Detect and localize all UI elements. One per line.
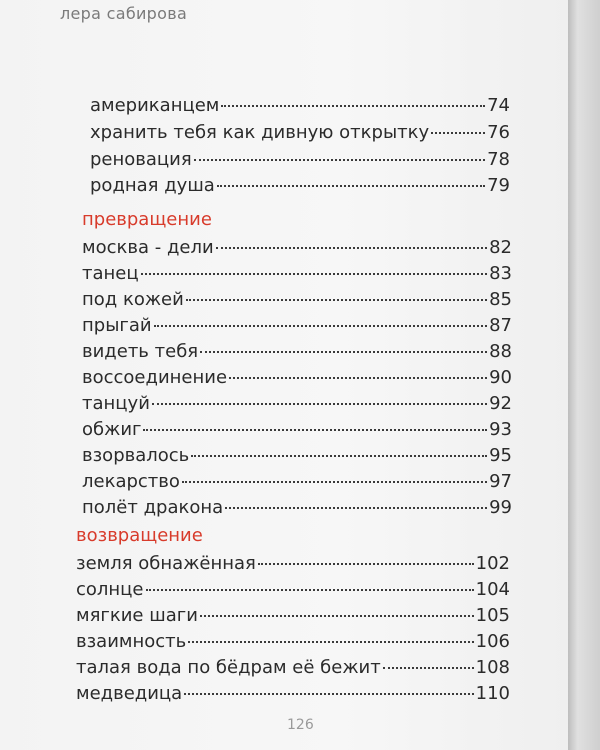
toc-entry bbox=[82, 470, 512, 494]
toc-entry-page: 99 bbox=[489, 497, 512, 518]
toc-entry-title: танец bbox=[82, 263, 139, 284]
dot-leader bbox=[143, 429, 487, 431]
toc-entry bbox=[90, 148, 510, 172]
section-heading: превращение bbox=[82, 209, 212, 230]
dot-leader bbox=[258, 563, 474, 565]
toc-entry-page: 90 bbox=[489, 367, 512, 388]
toc-entry-page: 85 bbox=[489, 289, 512, 310]
toc-entry bbox=[82, 392, 512, 416]
toc-entry bbox=[82, 444, 512, 468]
toc-entry bbox=[90, 174, 510, 198]
toc-entry-page: 87 bbox=[489, 315, 512, 336]
toc-entry-page: 88 bbox=[489, 341, 512, 362]
dot-leader bbox=[229, 377, 487, 379]
toc-entry-title: земля обнажённая bbox=[76, 553, 256, 574]
dot-leader bbox=[383, 667, 474, 669]
toc-entry-title: обжиг bbox=[82, 419, 142, 440]
running-header-author: лера сабирова bbox=[60, 4, 188, 23]
dot-leader bbox=[221, 105, 485, 107]
toc-entry-page: 83 bbox=[489, 263, 512, 284]
dot-leader bbox=[431, 132, 485, 134]
toc-entry bbox=[82, 340, 512, 364]
toc-entry-page: 82 bbox=[489, 237, 512, 258]
toc-entry bbox=[76, 656, 510, 680]
toc-entry bbox=[82, 288, 512, 312]
dot-leader bbox=[182, 481, 487, 483]
page-number: 126 bbox=[287, 717, 314, 733]
toc-entry-page: 92 bbox=[489, 393, 512, 414]
toc-entry bbox=[82, 418, 512, 442]
dot-leader bbox=[141, 273, 487, 275]
toc-entry-title: танцуй bbox=[82, 393, 150, 414]
toc-entry-title: взорвалось bbox=[82, 445, 190, 466]
toc-entry-title: воссоединение bbox=[82, 367, 228, 388]
toc-entry-title: реновация bbox=[90, 149, 192, 170]
dot-leader bbox=[146, 589, 474, 591]
toc-entry-title: взаимность bbox=[76, 631, 187, 652]
toc-entry-page: 102 bbox=[475, 553, 510, 574]
toc-entry-page: 74 bbox=[487, 95, 510, 116]
toc-entry-title: москва - дели bbox=[82, 237, 214, 258]
dot-leader bbox=[186, 299, 487, 301]
dot-leader bbox=[194, 159, 485, 161]
toc-entry-page: 105 bbox=[475, 605, 510, 626]
toc-entry-title: хранить тебя как дивную открытку bbox=[90, 122, 430, 143]
toc-entry-page: 104 bbox=[475, 579, 510, 600]
toc-entry-title: лекарство bbox=[82, 471, 180, 492]
toc-entry-page: 97 bbox=[489, 471, 512, 492]
dot-leader bbox=[200, 351, 487, 353]
toc-entry-title: видеть тебя bbox=[82, 341, 199, 362]
toc-entry-page: 106 bbox=[475, 631, 510, 652]
section-heading: возвращение bbox=[76, 525, 203, 546]
toc-entry-title: прыгай bbox=[82, 315, 152, 336]
toc-entry-title: солнце bbox=[76, 579, 144, 600]
dot-leader bbox=[225, 507, 487, 509]
dot-leader bbox=[191, 455, 487, 457]
toc-entry-page: 110 bbox=[475, 683, 510, 704]
toc-entry-page: 79 bbox=[487, 175, 510, 196]
toc-entry bbox=[82, 262, 512, 286]
toc-entry-page: 93 bbox=[489, 419, 512, 440]
dot-leader bbox=[216, 247, 487, 249]
toc-entry-title: американцем bbox=[90, 95, 220, 116]
dot-leader bbox=[217, 185, 485, 187]
toc-entry bbox=[76, 578, 510, 602]
toc-entry bbox=[82, 314, 512, 338]
toc-entry-title: медведица bbox=[76, 683, 183, 704]
toc-entry-page: 108 bbox=[475, 657, 510, 678]
toc-entry bbox=[76, 552, 510, 576]
toc-entry bbox=[76, 682, 510, 706]
book-page-edge bbox=[568, 0, 600, 750]
toc-entry bbox=[76, 630, 510, 654]
toc-entry bbox=[90, 121, 510, 145]
toc-entry-page: 76 bbox=[487, 122, 510, 143]
toc-entry bbox=[82, 236, 512, 260]
toc-entry-title: под кожей bbox=[82, 289, 184, 310]
toc-entry bbox=[76, 604, 510, 628]
toc-entry-page: 78 bbox=[487, 149, 510, 170]
toc-entry-page: 95 bbox=[489, 445, 512, 466]
toc-entry-title: родная душа bbox=[90, 175, 215, 196]
toc-entry-title: мягкие шаги bbox=[76, 605, 198, 626]
dot-leader bbox=[154, 325, 488, 327]
dot-leader bbox=[184, 693, 473, 695]
toc-entry-title: полёт дракона bbox=[82, 497, 224, 518]
dot-leader bbox=[188, 641, 473, 643]
dot-leader bbox=[152, 403, 487, 405]
toc-entry bbox=[82, 496, 512, 520]
toc-entry bbox=[90, 94, 510, 118]
toc-entry bbox=[82, 366, 512, 390]
toc-entry-title: талая вода по бёдрам её бежит bbox=[76, 657, 381, 678]
dot-leader bbox=[200, 615, 474, 617]
